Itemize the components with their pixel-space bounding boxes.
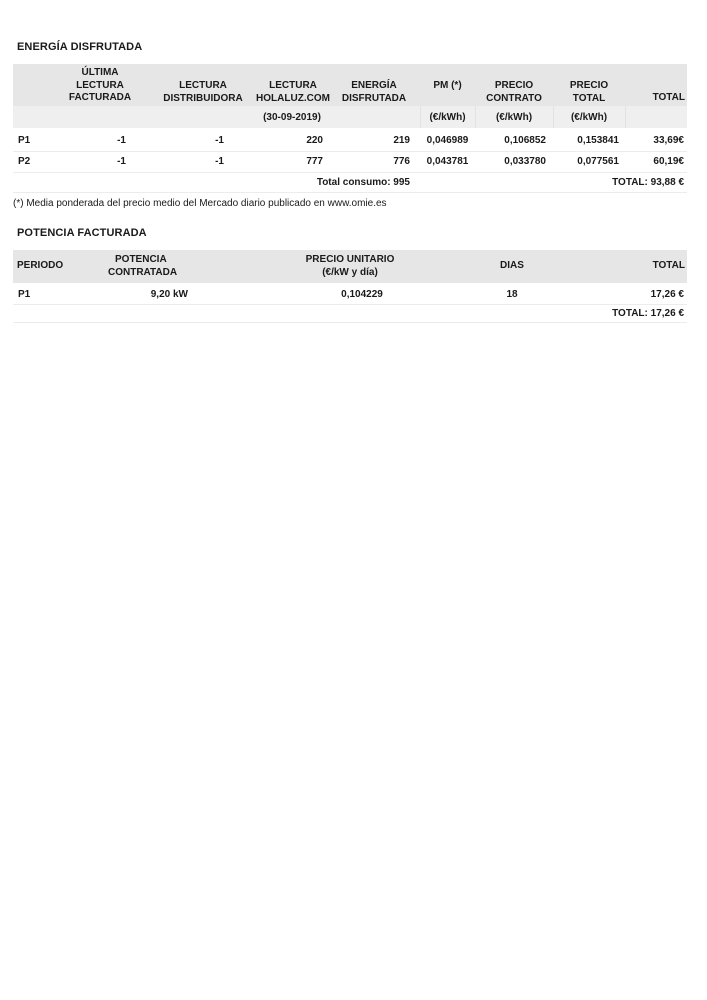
cell-distribuidora: -1 <box>215 156 224 167</box>
row-divider <box>13 172 687 173</box>
cell-pm: 0,043781 <box>426 156 469 167</box>
cell-periodo: P1 <box>18 135 31 146</box>
row-divider <box>13 192 687 193</box>
header-potencia-contratada: POTENCIA CONTRATADA <box>108 254 178 278</box>
potencia-section-title: POTENCIA FACTURADA <box>17 227 147 239</box>
header-precio-total: PRECIO TOTAL <box>569 80 609 104</box>
row-divider <box>13 322 687 323</box>
header-ultima-lectura: ÚLTIMA LECTURA FACTURADA <box>68 67 132 103</box>
cell-holaluz: 220 <box>306 135 323 146</box>
header-pm: PM (*) <box>433 80 462 91</box>
cell-energia: 219 <box>393 135 410 146</box>
cell-total: 33,69€ <box>653 135 684 146</box>
row-divider <box>13 304 687 305</box>
total-consumo: Total consumo: 995 <box>316 177 410 188</box>
header-precio-unitario: PRECIO UNITARIO (€/kW y día) <box>305 254 395 278</box>
cell-contrato: 0,106852 <box>504 135 546 146</box>
cell-ultima: -1 <box>117 135 126 146</box>
cell-precio-total: 0,077561 <box>577 156 619 167</box>
energia-total: TOTAL: 93,88 € <box>612 177 684 188</box>
cell-precio-unitario: 0,104229 <box>341 289 383 300</box>
cell-precio-total: 0,153841 <box>577 135 619 146</box>
cell-total: 60,19€ <box>653 156 684 167</box>
header-dias: DIAS <box>500 260 524 271</box>
header-total: TOTAL <box>652 260 685 271</box>
cell-distribuidora: -1 <box>215 135 224 146</box>
cell-holaluz: 777 <box>306 156 323 167</box>
header-lectura-holaluz: LECTURA HOLALUZ.COM <box>256 80 330 104</box>
potencia-total: TOTAL: 17,26 € <box>612 308 684 319</box>
energia-section-title: ENERGÍA DISFRUTADA <box>17 41 143 53</box>
header-lectura-distribuidora: LECTURA DISTRIBUIDORA <box>163 80 243 104</box>
footnote: (*) Media ponderada del precio medio del Mercado diario publicado en www.omie.es <box>13 198 387 209</box>
unit-precio-total: (€/kWh) <box>570 112 608 123</box>
row-divider <box>13 151 687 152</box>
header-total: TOTAL <box>652 92 685 103</box>
unit-contrato: (€/kWh) <box>495 112 533 123</box>
unit-pm: (€/kWh) <box>429 112 466 123</box>
header-periodo: PERIODO <box>17 260 64 271</box>
cell-dias: 18 <box>506 289 518 300</box>
cell-periodo: P1 <box>18 289 31 300</box>
header-precio-contrato: PRECIO CONTRATO <box>486 80 542 104</box>
cell-ultima: -1 <box>117 156 126 167</box>
cell-potencia: 9,20 kW <box>150 289 188 300</box>
cell-pm: 0,046989 <box>426 135 469 146</box>
column-divider <box>625 106 626 128</box>
cell-energia: 776 <box>393 156 410 167</box>
cell-contrato: 0,033780 <box>504 156 546 167</box>
cell-total: 17,26 € <box>650 289 684 300</box>
cell-periodo: P2 <box>18 156 31 167</box>
unit-fecha: (30-09-2019) <box>263 112 321 123</box>
header-energia-disfrutada: ENERGÍA DISFRUTADA <box>341 80 407 104</box>
